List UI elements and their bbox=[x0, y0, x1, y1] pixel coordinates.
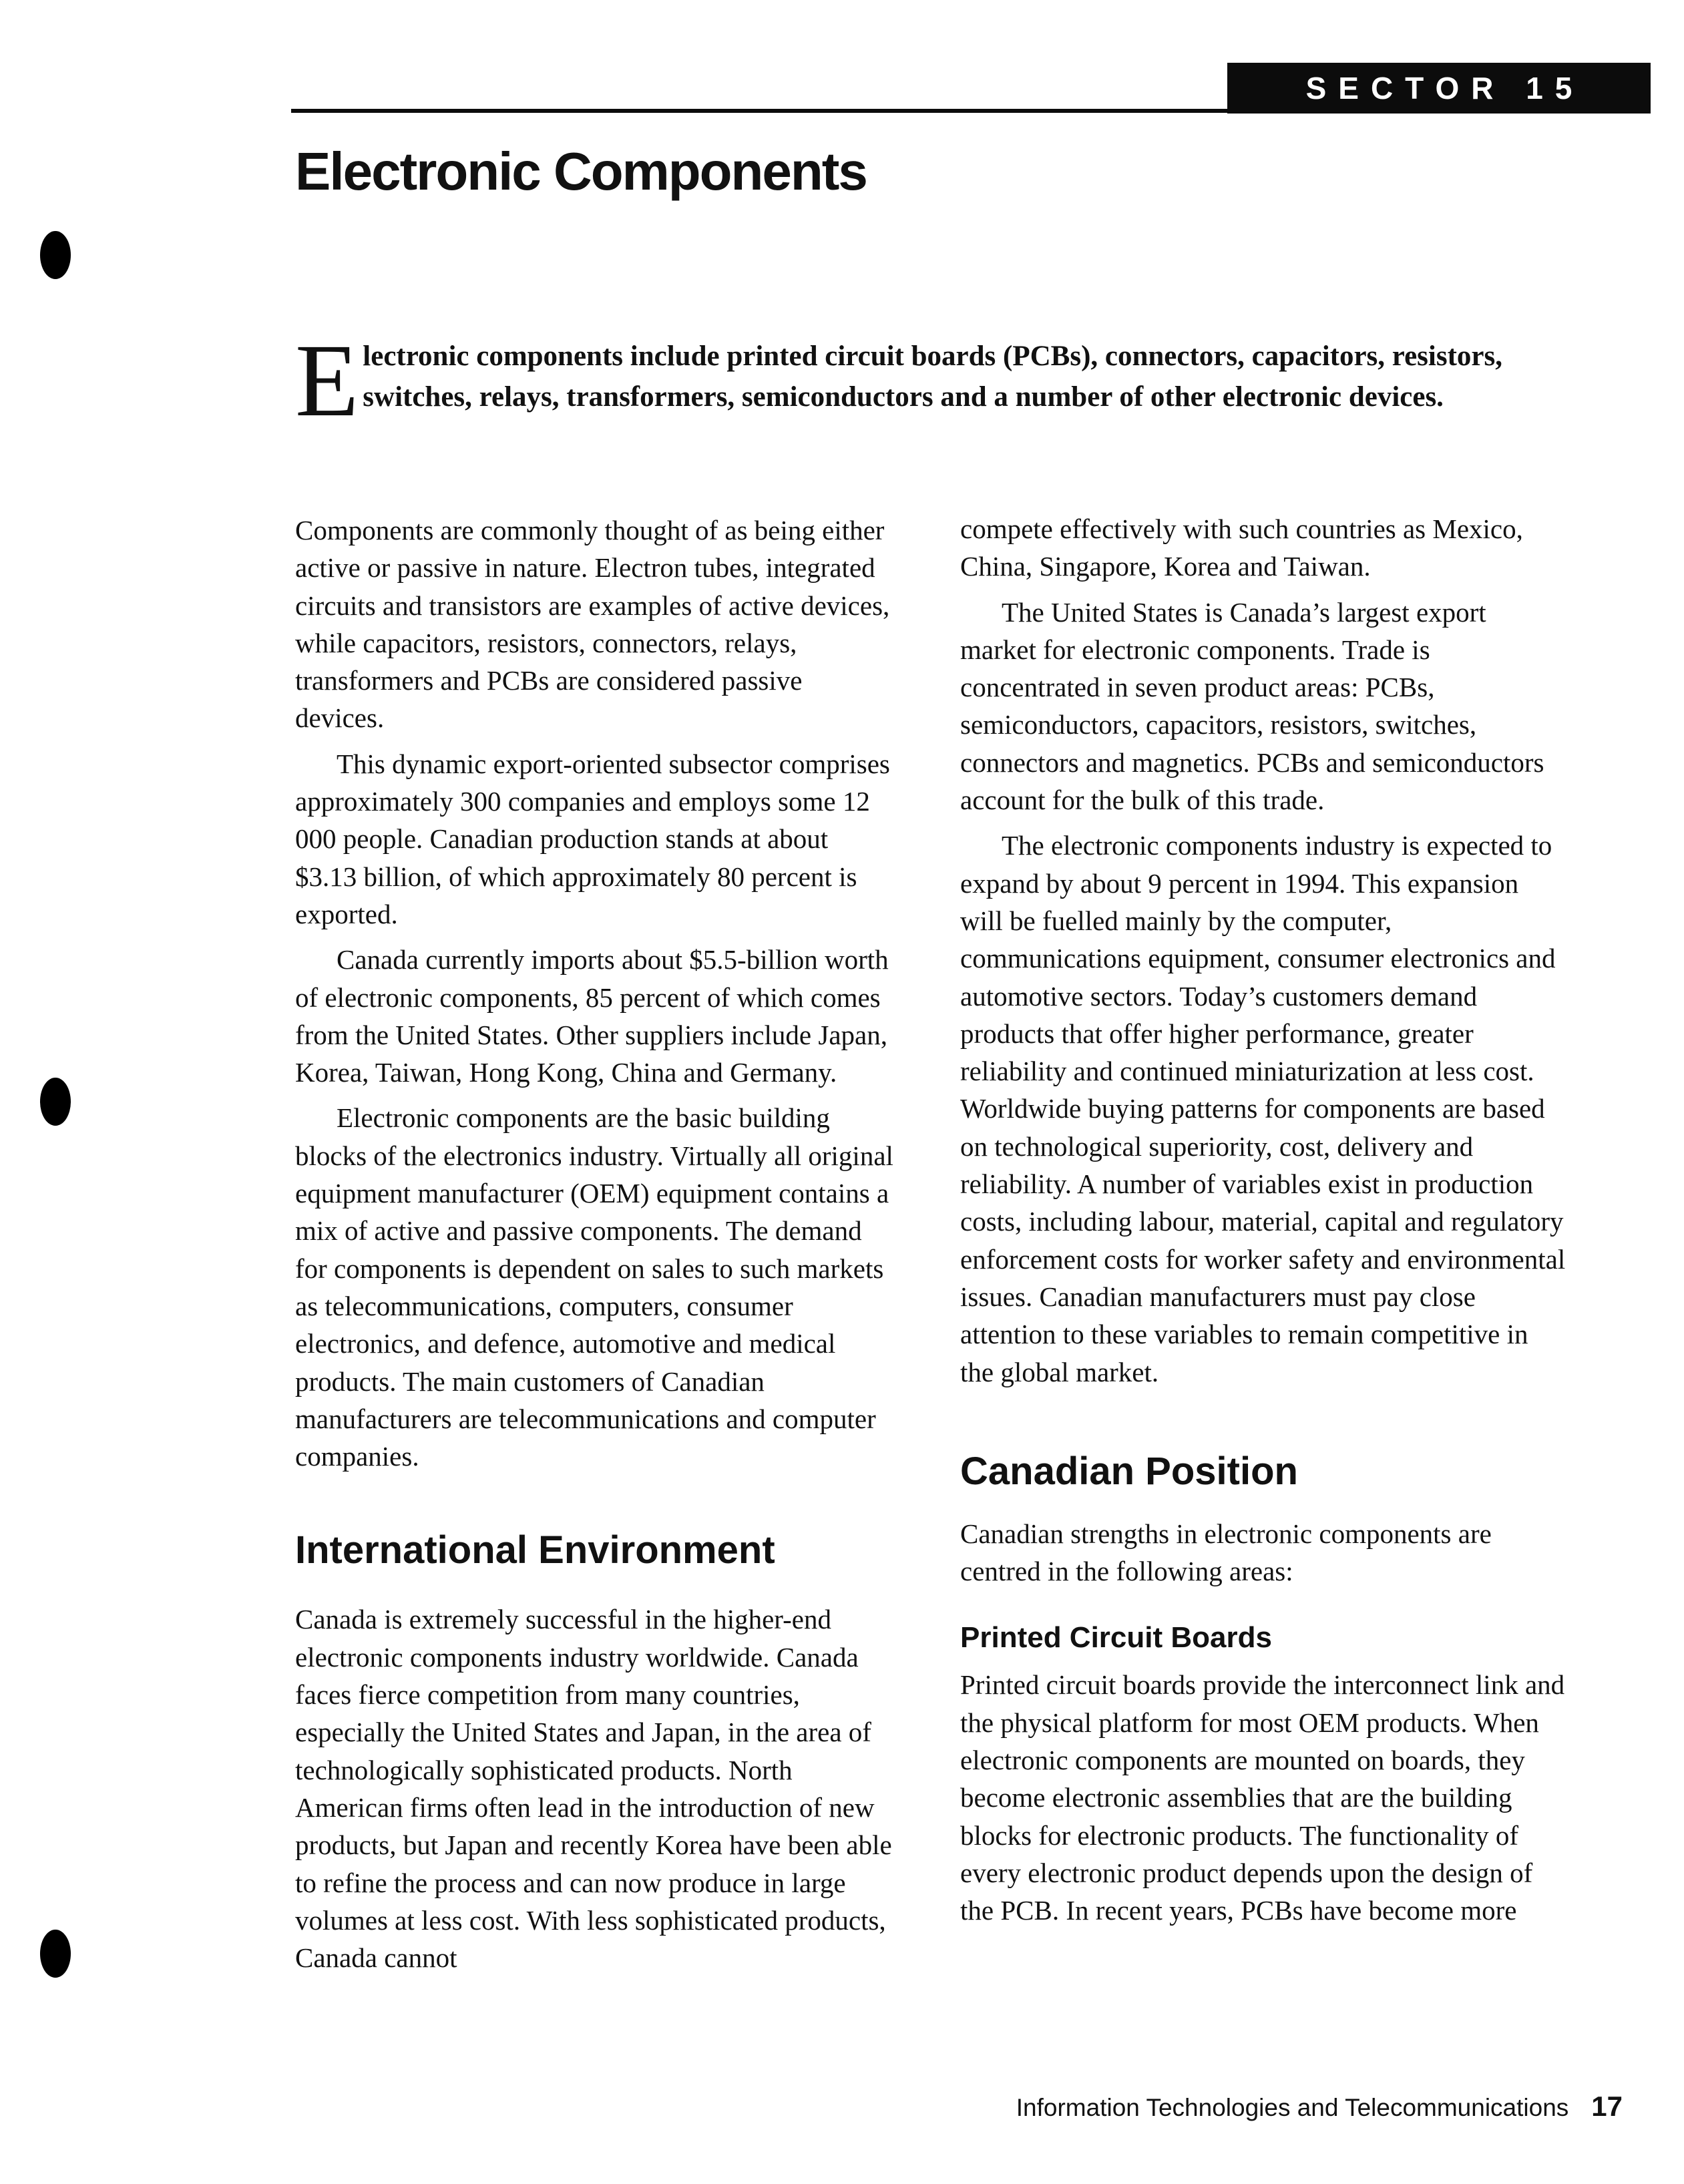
paragraph: This dynamic export-oriented subsector comprises approximately 300 companies and employs some 12 000 people. Canadian production stands at about $3.13 billion, of which approximately 80 percent is exported. bbox=[295, 748, 890, 929]
paragraph: Canadian strengths in electronic components are centred in the following areas: bbox=[960, 1518, 1492, 1587]
international-environment-heading: International Environment bbox=[295, 1528, 775, 1572]
left-column bbox=[295, 511, 896, 1984]
paragraph: Canada is extremely successful in the higher-end electronic components industry worldwide. Canada faces fierce competition from many countries, especially the United States and Japan, in the area of technologically sophisticated products. North American firms often lead in the introduction of new products, but Japan and recently Korea have been able to refine the process and can now produce in large volumes at less cost. With less sophisticated products, Canada cannot bbox=[295, 1604, 892, 1974]
printed-circuit-boards-heading: Printed Circuit Boards bbox=[960, 1621, 1272, 1655]
page-number: 17 bbox=[1591, 2091, 1623, 2122]
publication-title: Information Technologies and Telecommunications bbox=[1016, 2094, 1569, 2121]
intro-paragraph bbox=[295, 322, 1566, 438]
page-footer bbox=[1016, 2090, 1623, 2125]
intro-text: lectronic components include printed circuit boards (PCBs), connectors, capacitors, resistors, switches, relays, transformers, semiconductors and a number of other electronic devices. bbox=[363, 341, 1502, 413]
paragraph: compete effectively with such countries as Mexico, China, Singapore, Korea and Taiwan. bbox=[960, 513, 1523, 582]
drop-cap: E bbox=[295, 322, 359, 438]
header-rule bbox=[291, 109, 1651, 113]
paragraph: Components are commonly thought of as being either active or passive in nature. Electron tubes, integrated circuits and transistors are examples of active devices, while capacitors, resistors, connectors, relays, transformers and PCBs are considered passive devices. bbox=[295, 515, 890, 734]
right-column bbox=[960, 510, 1568, 1938]
paragraph: The electronic components industry is expected to expand by about 9 percent in 1994. This expansion will be fuelled mainly by the computer, communications equipment, consumer electronics and automotive sectors. Today’s customers demand products that offer higher performance, greater reliability and continued miniaturization at less cost. Worldwide buying patterns for components are based on technological superiority, cost, delivery and reliability. A number of variables exist in production costs, including labour, material, capital and regulatory enforcement costs for worker safety and environmental issues. Canadian manufacturers must pay close attention to these variables to remain competitive in the global market. bbox=[960, 830, 1566, 1387]
punch-hole-bottom bbox=[40, 1930, 71, 1978]
sector-label: SECTOR 15 bbox=[1227, 63, 1651, 114]
paragraph: The United States is Canada’s largest export market for electronic components. Trade is concentrated in seven product areas: PCBs, semiconductors, capacitors, resistors, switches, connectors and magnetics. PCBs and semiconductors account for the bulk of this trade. bbox=[960, 596, 1544, 816]
paragraph: Printed circuit boards provide the interconnect link and the physical platform for most OEM products. When electronic components are mounted on boards, they become electronic assemblies that are the building blocks for electronic products. The functionality of every electronic product depends upon the design of the PCB. In recent years, PCBs have become more bbox=[960, 1669, 1565, 1926]
paragraph: Electronic components are the basic building blocks of the electronics industry. Virtually all original equipment manufacturer (OEM) equipment contains a mix of active and passive components. The demand for components is dependent on sales to such markets as telecommunications, computers, consumer electronics, and defence, automotive and medical products. The main customers of Canadian manufacturers are telecommunications and computer companies. bbox=[295, 1102, 893, 1472]
paragraph: Canada currently imports about $5.5-billion worth of electronic components, 85 percent of which comes from the United States. Other suppliers include Japan, Korea, Taiwan, Hong Kong, China and Germany. bbox=[295, 944, 889, 1088]
canadian-position-heading: Canadian Position bbox=[960, 1449, 1298, 1493]
page-title: Electronic Components bbox=[295, 142, 867, 201]
punch-hole-top bbox=[40, 231, 71, 279]
punch-hole-middle bbox=[40, 1078, 71, 1126]
